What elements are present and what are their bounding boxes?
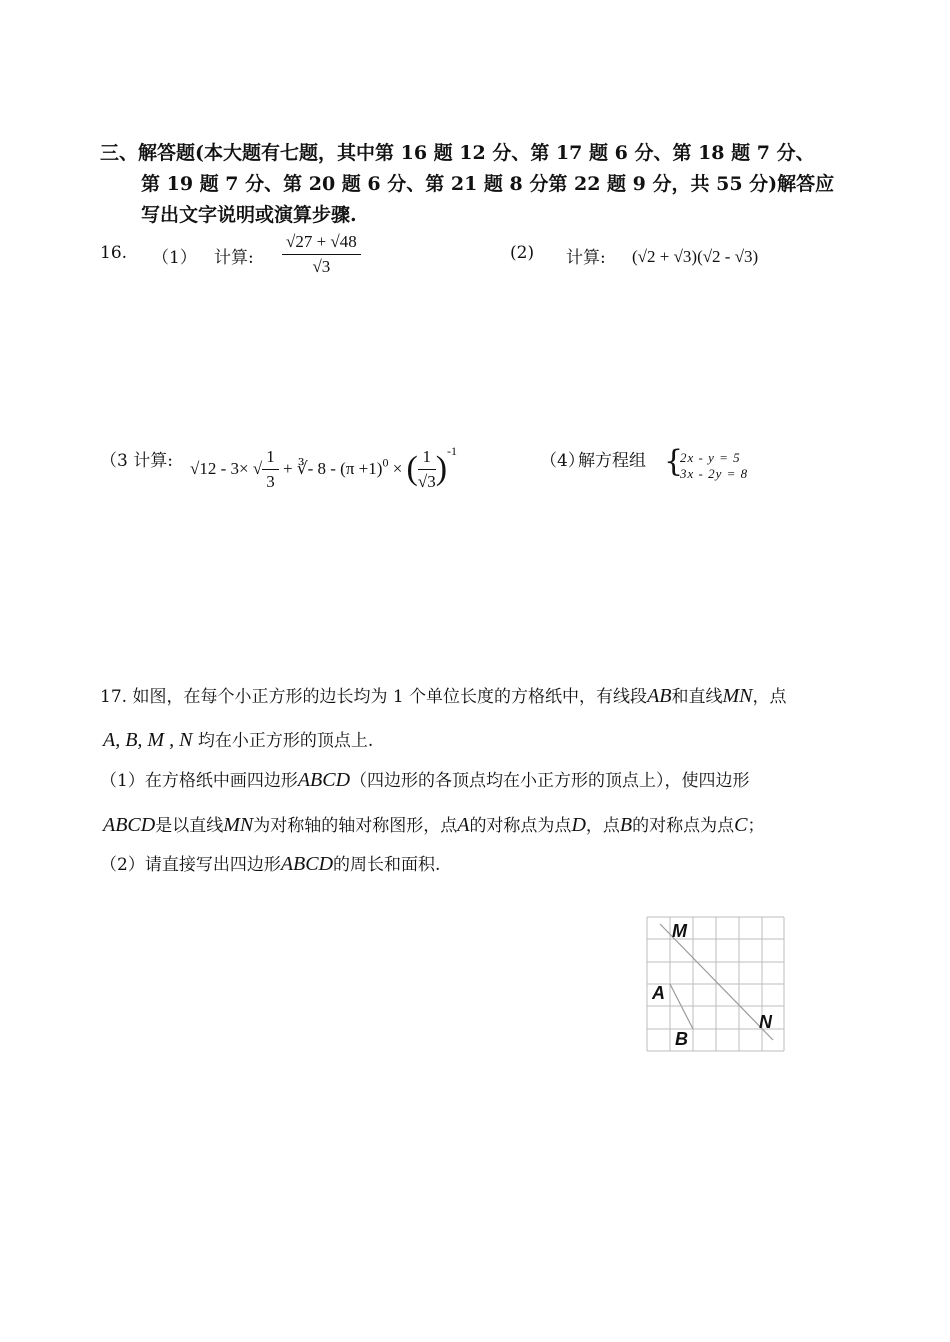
q16-part1-text: 计算: bbox=[214, 248, 254, 268]
q16-part3-exp-neg1: -1 bbox=[447, 444, 458, 458]
q17-line4-text-b: 为对称轴的轴对称图形，点 bbox=[253, 816, 458, 836]
q16-part1-label: （1） bbox=[152, 248, 197, 268]
q16-part4-eq1: 2x - y = 5 bbox=[680, 450, 741, 465]
q17-line4-B: B bbox=[619, 814, 633, 836]
label-m: M bbox=[672, 921, 687, 941]
q17-line4-abcd: ABCD bbox=[103, 814, 156, 836]
q17-line1-pre: 17. 如图，在每个小正方形的边长均为 1 个单位长度的方格纸中，有线段 bbox=[100, 687, 648, 707]
q16-part3-exp0: 0 bbox=[382, 455, 389, 470]
q17-line4-C: C bbox=[734, 814, 748, 836]
q16-part1-fraction bbox=[282, 232, 361, 277]
q16-part3-label: （3 计算: bbox=[100, 451, 173, 471]
q16-part2-text: 计算: bbox=[566, 248, 606, 268]
section-heading-line3: 写出文字说明或演算步骤. bbox=[141, 204, 357, 226]
q17-line3 bbox=[100, 766, 750, 792]
q17-line2-post: 均在小正方形的顶点上. bbox=[197, 731, 374, 751]
q17-line1-mid: 和直线 bbox=[671, 687, 723, 707]
label-b: B bbox=[675, 1029, 688, 1049]
q17-line3-abcd: ABCD bbox=[297, 769, 351, 791]
q16-part4-text: 解方程组 bbox=[578, 451, 646, 471]
q16-part3-term-a: √12 - 3× bbox=[190, 459, 249, 479]
q17-line4-text-f: ； bbox=[747, 816, 765, 836]
q17-line1 bbox=[100, 682, 787, 708]
q17-line2 bbox=[103, 726, 373, 752]
q16-part3-times: × bbox=[392, 459, 403, 479]
section-heading-line2: 第 19 题 7 分、第 20 题 6 分、第 21 题 8 分第 22 题 9 分，共 55 分)解答应 bbox=[141, 173, 835, 195]
q17-line4-D: D bbox=[571, 814, 586, 836]
q17-line1-post: ，点 bbox=[752, 687, 787, 707]
q17-line1-ab: AB bbox=[647, 685, 672, 707]
label-n: N bbox=[759, 1012, 772, 1032]
q16-part4-brace: { bbox=[664, 444, 684, 479]
q17-line4-text-e: 的对称点为点 bbox=[632, 816, 735, 836]
q17-line4-mn: MN bbox=[223, 814, 254, 836]
q17-line3-pre: （1）在方格纸中画四边形 bbox=[100, 771, 298, 791]
q17-line5 bbox=[100, 850, 440, 876]
section-heading-line1: 三、解答题(本大题有七题，其中第 16 题 12 分、第 17 题 6 分、第 18 题 7 分、 bbox=[100, 142, 815, 164]
q16-part3-frac2-den: √3 bbox=[417, 471, 436, 491]
label-a: A bbox=[652, 983, 665, 1003]
q17-line5-pre: （2）请直接写出四边形 bbox=[100, 855, 281, 875]
q17-line5-abcd: ABCD bbox=[280, 853, 334, 875]
q17-line4-text-a: 是以直线 bbox=[155, 816, 224, 836]
q16-part3-frac2-num: 1 bbox=[418, 447, 436, 470]
q17-line4-text-d: ，点 bbox=[585, 816, 620, 836]
q16-part3-expression: √12 - 3× √ $\frac{1}{3}$ + ∛- $8 - (\pi +1)^0$ × ( $\frac{1}{√3}$ )$^{-1}$ bbox=[190, 444, 458, 491]
q16-part3-frac1-num: 1 bbox=[262, 447, 279, 470]
q16-part1-numerator: √27 + √48 bbox=[282, 232, 361, 255]
q17-line5-post: 的周长和面积. bbox=[333, 855, 441, 875]
q17-line4 bbox=[103, 811, 764, 837]
q17-line4-A: A bbox=[457, 814, 470, 836]
grid-figure bbox=[640, 910, 800, 1060]
q16-part4-eq2: 3x - 2y = 8 bbox=[680, 466, 749, 481]
q16-part3-frac1-den: 3 bbox=[266, 471, 275, 491]
q16-part2-expression: (√2 + √3)(√2 - √3) bbox=[632, 247, 759, 266]
q16-part4-label: （4） bbox=[540, 451, 585, 471]
q16-part2-label: (2) bbox=[510, 243, 535, 263]
q17-line3-post: （四边形的各顶点均在小正方形的顶点上），使四边形 bbox=[350, 771, 750, 791]
q17-line2-points: A, B, M , N bbox=[103, 729, 193, 751]
q16-part3-term-c: + ∛- 8 - (π +1) bbox=[282, 459, 383, 479]
q16-part1-denominator: √3 bbox=[312, 257, 331, 276]
q16-number: 16. bbox=[100, 243, 128, 263]
q17-line1-mn: MN bbox=[722, 685, 753, 707]
q17-line4-text-c: 的对称点为点 bbox=[469, 816, 572, 836]
